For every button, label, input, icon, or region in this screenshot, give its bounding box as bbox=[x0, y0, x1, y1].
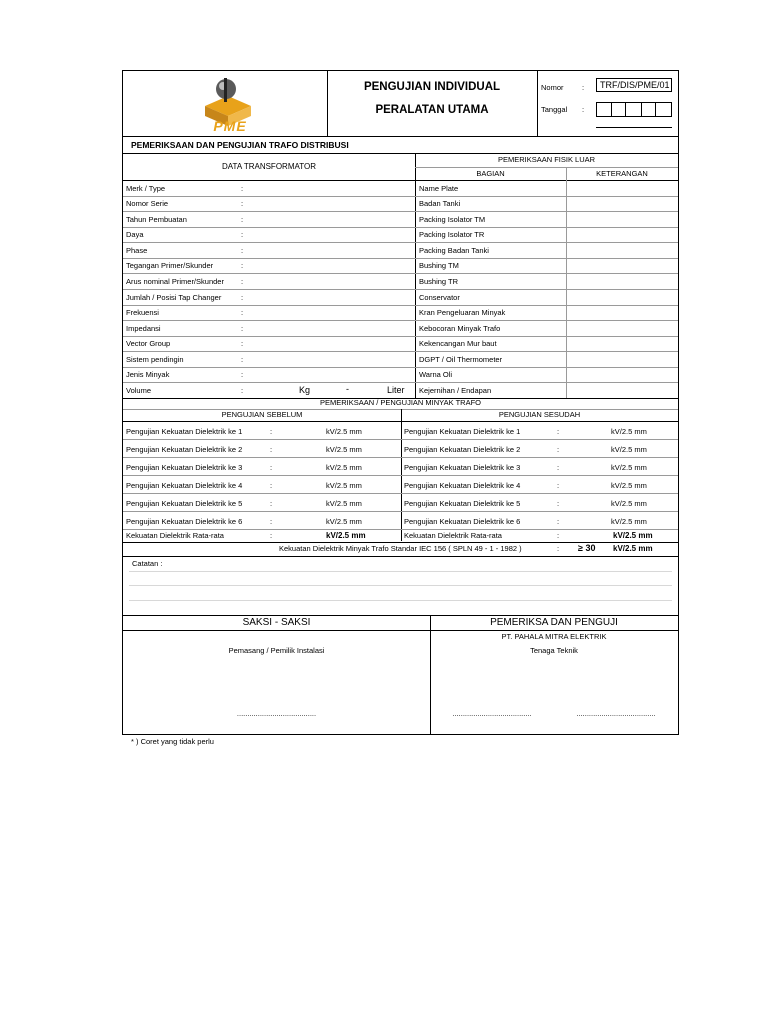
saksi-heading: SAKSI - SAKSI bbox=[242, 617, 311, 628]
volume-dash: - bbox=[346, 384, 349, 395]
fisik-col-keterangan: KETERANGAN bbox=[596, 169, 648, 178]
fisik-row-keterangan[interactable] bbox=[567, 243, 677, 257]
catatan-area[interactable] bbox=[129, 569, 672, 611]
fisik-row-keterangan[interactable] bbox=[567, 197, 677, 211]
catatan-label: Catatan : bbox=[132, 559, 163, 568]
fisik-row-label: DGPT / Oil Thermometer bbox=[419, 354, 503, 364]
fisik-row-label: Conservator bbox=[419, 292, 460, 302]
standar-unit: kV/2.5 mm bbox=[613, 544, 653, 553]
fisik-row-label: Kejernihan / Endapan bbox=[419, 385, 492, 395]
trafo-row-colon: : bbox=[241, 323, 244, 333]
saksi-role: Pemasang / Pemilik Instalasi bbox=[228, 646, 325, 655]
dielektrik-test-label: Pengujian Kekuatan Dielektrik ke 6 bbox=[404, 517, 521, 526]
footnote: * ) Coret yang tidak perlu bbox=[131, 737, 214, 746]
trafo-row-colon: : bbox=[241, 199, 244, 209]
trafo-row-label: Sistem pendingin bbox=[126, 354, 184, 364]
nomor-value: TRF/DIS/PME/01 bbox=[596, 78, 672, 92]
dielektrik-test-colon: : bbox=[557, 463, 560, 472]
trafo-row-label: Vector Group bbox=[126, 339, 171, 349]
fisik-heading: PEMERIKSAAN FISIK LUAR bbox=[497, 155, 596, 164]
fisik-row-keterangan[interactable] bbox=[567, 290, 677, 304]
trafo-row-label: Daya bbox=[126, 230, 144, 240]
trafo-row-colon: : bbox=[241, 385, 244, 395]
fisik-row-keterangan[interactable] bbox=[567, 181, 677, 195]
trafo-row-label: Jenis Minyak bbox=[126, 370, 170, 380]
dielektrik-test-value[interactable] bbox=[565, 423, 607, 437]
dielektrik-test-value[interactable] bbox=[278, 459, 322, 473]
trafo-row-colon: : bbox=[241, 230, 244, 240]
dielektrik-test-colon: : bbox=[557, 499, 560, 508]
fisik-row-keterangan[interactable] bbox=[567, 274, 677, 288]
trafo-row-label: Merk / Type bbox=[126, 183, 166, 193]
dielektrik-test-colon: : bbox=[270, 517, 273, 526]
dielektrik-test-label: Pengujian Kekuatan Dielektrik ke 6 bbox=[126, 517, 243, 526]
dielektrik-test-value[interactable] bbox=[565, 495, 607, 509]
dielektrik-test-value[interactable] bbox=[278, 495, 322, 509]
dielektrik-test-value[interactable] bbox=[565, 513, 607, 527]
fisik-row-label: Packing Badan Tanki bbox=[419, 245, 489, 255]
dielektrik-test-value[interactable] bbox=[278, 423, 322, 437]
trafo-row-colon: : bbox=[241, 183, 244, 193]
dielektrik-test-label: Pengujian Kekuatan Dielektrik ke 1 bbox=[126, 427, 243, 436]
dielektrik-test-colon: : bbox=[557, 481, 560, 490]
fisik-row-label: Bushing TR bbox=[419, 276, 459, 286]
trafo-row-colon: : bbox=[241, 339, 244, 349]
trafo-row-colon: : bbox=[241, 370, 244, 380]
dielektrik-test-label: Pengujian Kekuatan Dielektrik ke 2 bbox=[126, 445, 243, 454]
fisik-row-keterangan[interactable] bbox=[567, 321, 677, 335]
inspection-form bbox=[122, 70, 679, 735]
dielektrik-rata-unit: kV/2.5 mm bbox=[326, 531, 366, 540]
trafo-row-colon: : bbox=[241, 292, 244, 302]
dielektrik-test-unit: kV/2.5 mm bbox=[611, 517, 647, 526]
trafo-row-label: Tegangan Primer/Skunder bbox=[126, 261, 214, 271]
penguji-signature-line-2[interactable]: ...................................... bbox=[576, 709, 656, 718]
tanggal-label: Tanggal bbox=[541, 105, 568, 114]
fisik-row-keterangan[interactable] bbox=[567, 259, 677, 273]
tanggal-colon: : bbox=[582, 105, 585, 114]
fisik-row-keterangan[interactable] bbox=[567, 368, 677, 382]
dielektrik-test-colon: : bbox=[557, 517, 560, 526]
fisik-row-label: Kekencangan Mur baut bbox=[419, 339, 497, 349]
penguji-company: PT. PAHALA MITRA ELEKTRIK bbox=[501, 632, 607, 641]
dielektrik-test-colon: : bbox=[270, 445, 273, 454]
fisik-row-label: Kebocoran Minyak Trafo bbox=[419, 323, 501, 333]
dielektrik-test-value[interactable] bbox=[278, 513, 322, 527]
fisik-row-keterangan[interactable] bbox=[567, 212, 677, 226]
volume-kg: Kg bbox=[299, 385, 311, 396]
dielektrik-rata-colon: : bbox=[557, 531, 560, 540]
trafo-row-colon: : bbox=[241, 214, 244, 224]
fisik-row-keterangan[interactable] bbox=[567, 383, 677, 397]
trafo-row-label: Nomor Serie bbox=[126, 199, 169, 209]
fisik-row-label: Packing Isolator TR bbox=[419, 230, 485, 240]
dielektrik-test-label: Pengujian Kekuatan Dielektrik ke 2 bbox=[404, 445, 521, 454]
fisik-row-label: Name Plate bbox=[419, 183, 459, 193]
dielektrik-rata-colon: : bbox=[270, 531, 273, 540]
nomor-label: Nomor bbox=[541, 83, 564, 92]
fisik-row-label: Badan Tanki bbox=[419, 199, 461, 209]
dielektrik-test-label: Pengujian Kekuatan Dielektrik ke 3 bbox=[404, 463, 521, 472]
fisik-row-keterangan[interactable] bbox=[567, 352, 677, 366]
fisik-row-keterangan[interactable] bbox=[567, 337, 677, 351]
fisik-row-keterangan[interactable] bbox=[567, 228, 677, 242]
penguji-signature-line-1[interactable]: ...................................... bbox=[452, 709, 532, 718]
dielektrik-test-colon: : bbox=[270, 481, 273, 490]
dielektrik-test-unit: kV/2.5 mm bbox=[611, 427, 647, 436]
dielektrik-test-colon: : bbox=[270, 463, 273, 472]
fisik-col-bagian: BAGIAN bbox=[476, 169, 505, 178]
trafo-row-colon: : bbox=[241, 245, 244, 255]
trafo-row-label: Impedansi bbox=[126, 323, 161, 333]
nomor-colon: : bbox=[582, 83, 585, 92]
dielektrik-test-unit: kV/2.5 mm bbox=[326, 499, 362, 508]
dielektrik-test-unit: kV/2.5 mm bbox=[326, 517, 362, 526]
trafo-row-colon: : bbox=[241, 276, 244, 286]
dielektrik-test-label: Pengujian Kekuatan Dielektrik ke 5 bbox=[404, 499, 521, 508]
minyak-heading: PEMERIKSAAN / PENGUJIAN MINYAK TRAFO bbox=[319, 398, 481, 407]
trafo-row-label: Jumlah / Posisi Tap Changer bbox=[126, 292, 222, 302]
fisik-row-label: Warna Oli bbox=[419, 370, 453, 380]
dielektrik-test-value[interactable] bbox=[278, 477, 322, 491]
dielektrik-rata-label: Kekuatan Dielektrik Rata-rata bbox=[404, 531, 502, 540]
dielektrik-test-unit: kV/2.5 mm bbox=[326, 427, 362, 436]
standar-colon: : bbox=[557, 544, 560, 553]
form-title-line2: PERALATAN UTAMA bbox=[375, 104, 489, 116]
tanggal-boxes[interactable] bbox=[596, 102, 672, 117]
dielektrik-test-label: Pengujian Kekuatan Dielektrik ke 4 bbox=[404, 481, 521, 490]
fisik-row-label: Packing Isolator TM bbox=[419, 214, 486, 224]
dielektrik-test-label: Pengujian Kekuatan Dielektrik ke 4 bbox=[126, 481, 243, 490]
saksi-signature-line[interactable]: ...................................... bbox=[236, 709, 317, 718]
trafo-row-colon: : bbox=[241, 308, 244, 318]
trafo-row-label: Arus nominal Primer/Skunder bbox=[126, 276, 224, 286]
standar-label: Kekuatan Dielektrik Minyak Trafo Standar IEC 156 ( SPLN 49 - 1 - 1982 ) bbox=[279, 544, 522, 553]
dielektrik-test-colon: : bbox=[557, 445, 560, 454]
dielektrik-test-label: Pengujian Kekuatan Dielektrik ke 5 bbox=[126, 499, 243, 508]
dielektrik-test-unit: kV/2.5 mm bbox=[611, 445, 647, 454]
dielektrik-test-colon: : bbox=[557, 427, 560, 436]
fisik-row-label: Bushing TM bbox=[419, 261, 459, 271]
dielektrik-test-unit: kV/2.5 mm bbox=[611, 499, 647, 508]
form-title-line1: PENGUJIAN INDIVIDUAL bbox=[363, 81, 501, 93]
penguji-role: Tenaga Teknik bbox=[530, 646, 578, 655]
dielektrik-rata-unit: kV/2.5 mm bbox=[613, 531, 653, 540]
trafo-row-label: Tahun Pembuatan bbox=[126, 214, 187, 224]
trafo-row-colon: : bbox=[241, 354, 244, 364]
fisik-row-keterangan[interactable] bbox=[567, 306, 677, 320]
dielektrik-test-unit: kV/2.5 mm bbox=[611, 481, 647, 490]
trafo-row-label: Phase bbox=[126, 245, 148, 255]
dielektrik-test-unit: kV/2.5 mm bbox=[326, 463, 362, 472]
dielektrik-test-colon: : bbox=[270, 499, 273, 508]
penguji-heading: PEMERIKSA DAN PENGUJI bbox=[490, 617, 618, 628]
dielektrik-test-unit: kV/2.5 mm bbox=[326, 481, 362, 490]
trafo-row-colon: : bbox=[241, 261, 244, 271]
volume-liter: Liter bbox=[387, 385, 405, 396]
dielektrik-test-unit: kV/2.5 mm bbox=[611, 463, 647, 472]
dielektrik-test-value[interactable] bbox=[565, 441, 607, 455]
dielektrik-test-value[interactable] bbox=[565, 459, 607, 473]
dielektrik-test-unit: kV/2.5 mm bbox=[326, 445, 362, 454]
trafo-row-label: Volume bbox=[126, 385, 152, 395]
section-title: PEMERIKSAAN DAN PENGUJIAN TRAFO DISTRIBUSI bbox=[131, 140, 349, 150]
minyak-sesudah-heading: PENGUJIAN SESUDAH bbox=[498, 410, 581, 419]
logo-text: PME bbox=[213, 118, 247, 134]
dielektrik-test-colon: : bbox=[270, 427, 273, 436]
dielektrik-test-label: Pengujian Kekuatan Dielektrik ke 1 bbox=[404, 427, 521, 436]
dielektrik-rata-label: Kekuatan Dielektrik Rata-rata bbox=[126, 531, 224, 540]
dielektrik-test-value[interactable] bbox=[565, 477, 607, 491]
dielektrik-test-label: Pengujian Kekuatan Dielektrik ke 3 bbox=[126, 463, 243, 472]
minyak-sebelum-heading: PENGUJIAN SEBELUM bbox=[221, 410, 303, 419]
dielektrik-test-value[interactable] bbox=[278, 441, 322, 455]
data-trafo-heading: DATA TRANSFORMATOR bbox=[222, 162, 316, 171]
standar-value: ≥ 30 bbox=[578, 543, 596, 553]
fisik-row-label: Kran Pengeluaran Minyak bbox=[419, 308, 506, 318]
trafo-row-label: Frekuensi bbox=[126, 308, 159, 318]
